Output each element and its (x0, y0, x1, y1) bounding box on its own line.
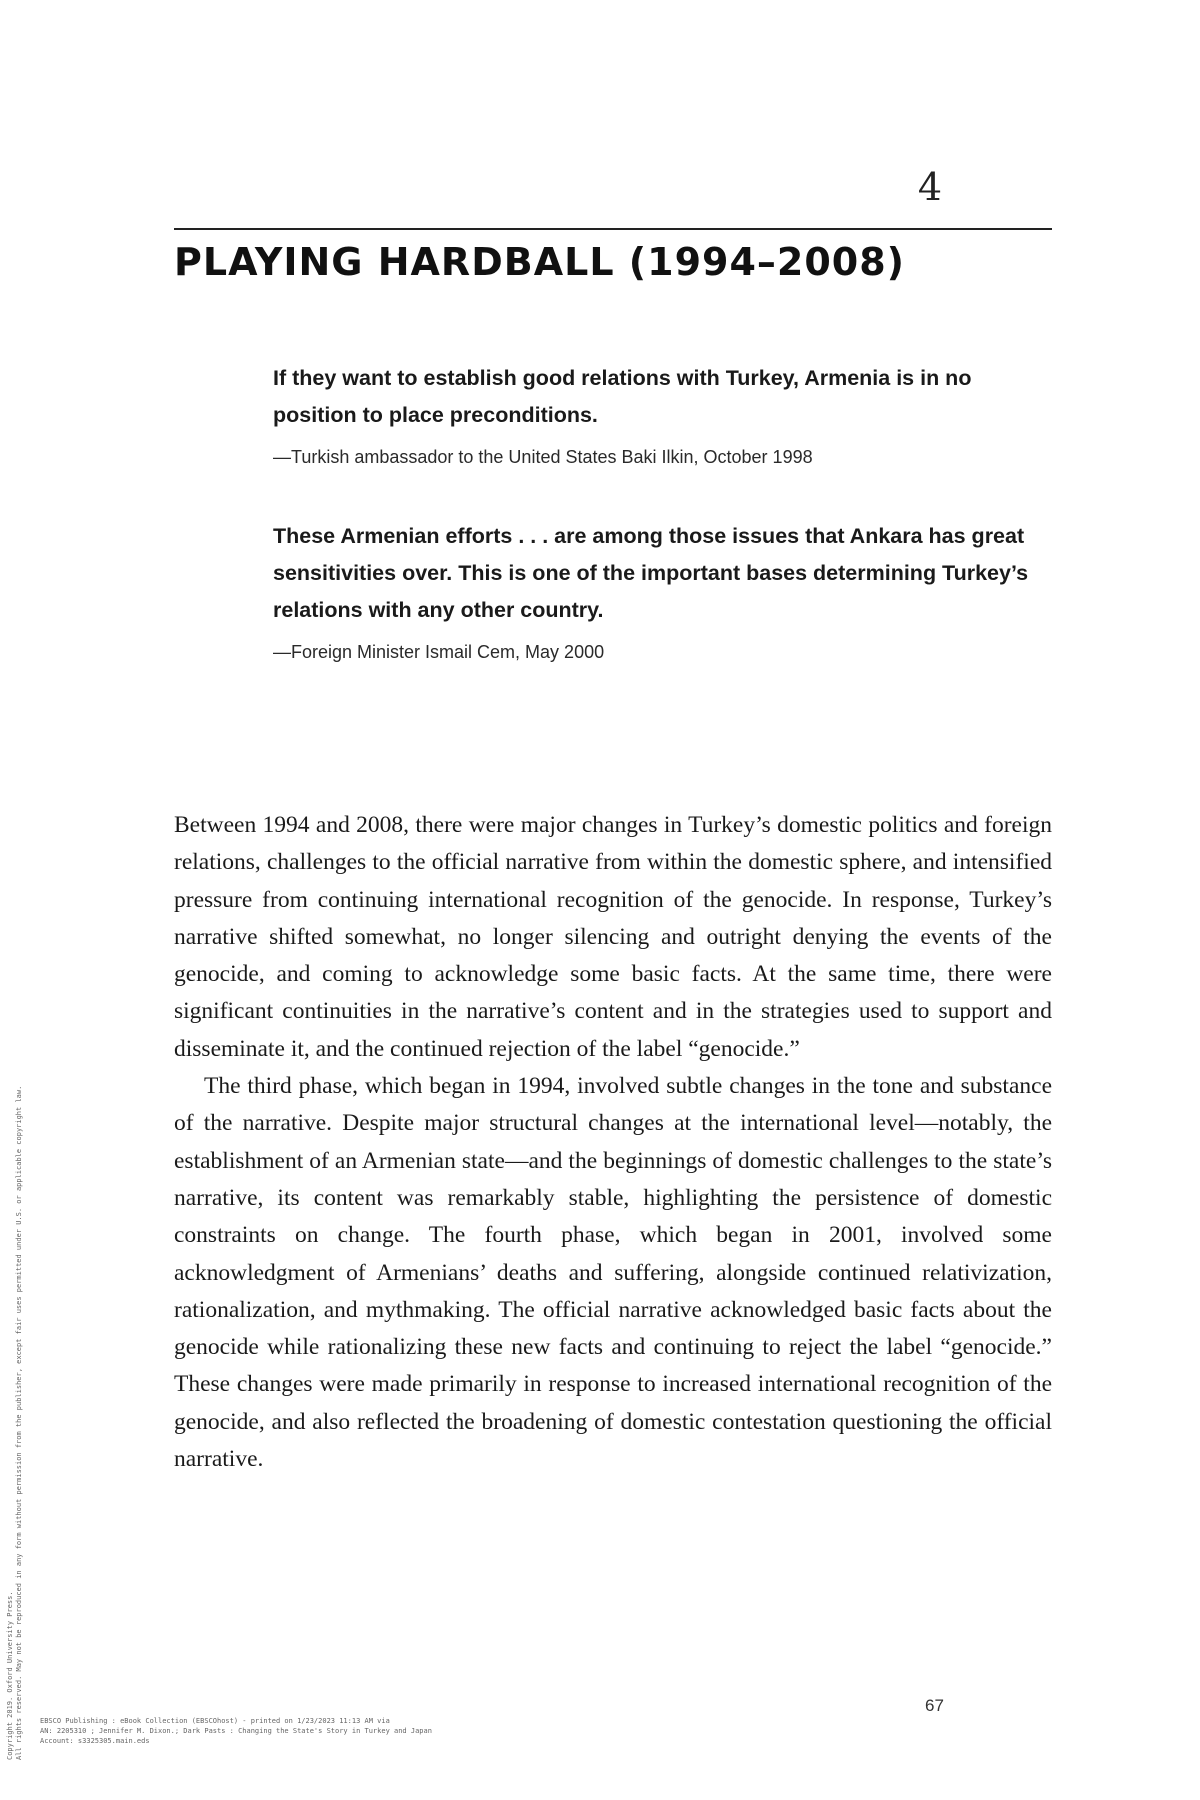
epigraph (273, 360, 1053, 470)
copyright-line: All rights reserved. May not be reproduced in any form without permission from the publisher, except fair uses permitted under U.S. or applicable copyright law. (15, 1085, 23, 1760)
download-footer (40, 1716, 432, 1746)
epigraph (273, 518, 1053, 665)
epigraph-quote: If they want to establish good relations with Turkey, Armenia is in no position to place preconditions. (273, 366, 972, 427)
chapter-rule (174, 228, 1052, 230)
footer-line: AN: 2205310 ; Jennifer M. Dixon.; Dark Pasts : Changing the State's Story in Turkey and Japan (40, 1727, 432, 1735)
epigraph-quote: These Armenian efforts . . . are among those issues that Ankara has great sensitivities over. This is one of the important bases determining Turkey’s relations with any other country. (273, 524, 1029, 622)
body-paragraph: The third phase, which began in 1994, involved subtle changes in the tone and substance of the narrative. Despite major structural changes at the international level—notably, the establishment of an Armenian state—and the beginnings of domestic challenges to the state’s narrative, its content was remarkably stable, highlighting the persistence of domestic constraints on change. The fourth phase, which began in 2001, involved some acknowledgment of Armenians’ deaths and suffering, alongside continued relativization, rationalization, and mythmaking. The official narrative acknowledged basic facts about the genocide while rationalizing these new facts and continuing to reject the label “genocide.” These changes were made primarily in response to increased international recognition of the genocide, and also reflected the broadening of domestic contestation questioning the official narrative. (174, 1073, 1052, 1473)
epigraph-attribution: —Turkish ambassador to the United States Baki Ilkin, October 1998 (273, 447, 813, 467)
epigraph-attribution: —Foreign Minister Ismail Cem, May 2000 (273, 642, 605, 662)
footer-line: Account: s3325305.main.eds (40, 1737, 150, 1745)
chapter-number: 4 (917, 165, 942, 209)
page-number: 67 (925, 1696, 944, 1715)
copyright-line: Copyright 2019. Oxford University Press. (6, 1591, 14, 1760)
footer-line: EBSCO Publishing : eBook Collection (EBSCOhost) - printed on 1/23/2023 11:13 AM via (40, 1717, 390, 1725)
body-text (174, 807, 1052, 1478)
chapter-title: PLAYING HARDBALL (1994–2008) (174, 240, 906, 284)
body-paragraph: Between 1994 and 2008, there were major changes in Turkey’s domestic politics and foreign relations, challenges to the official narrative from within the domestic sphere, and intensified pressure from continuing international recognition of the genocide. In response, Turkey’s narrative shifted somewhat, no longer silencing and outright denying the events of the genocide, and coming to acknowledge some basic facts. At the same time, there were significant continuities in the narrative’s content and in the strategies used to support and disseminate it, and the continued rejection of the label “genocide.” (174, 812, 1052, 1062)
copyright-notice (6, 560, 24, 1760)
